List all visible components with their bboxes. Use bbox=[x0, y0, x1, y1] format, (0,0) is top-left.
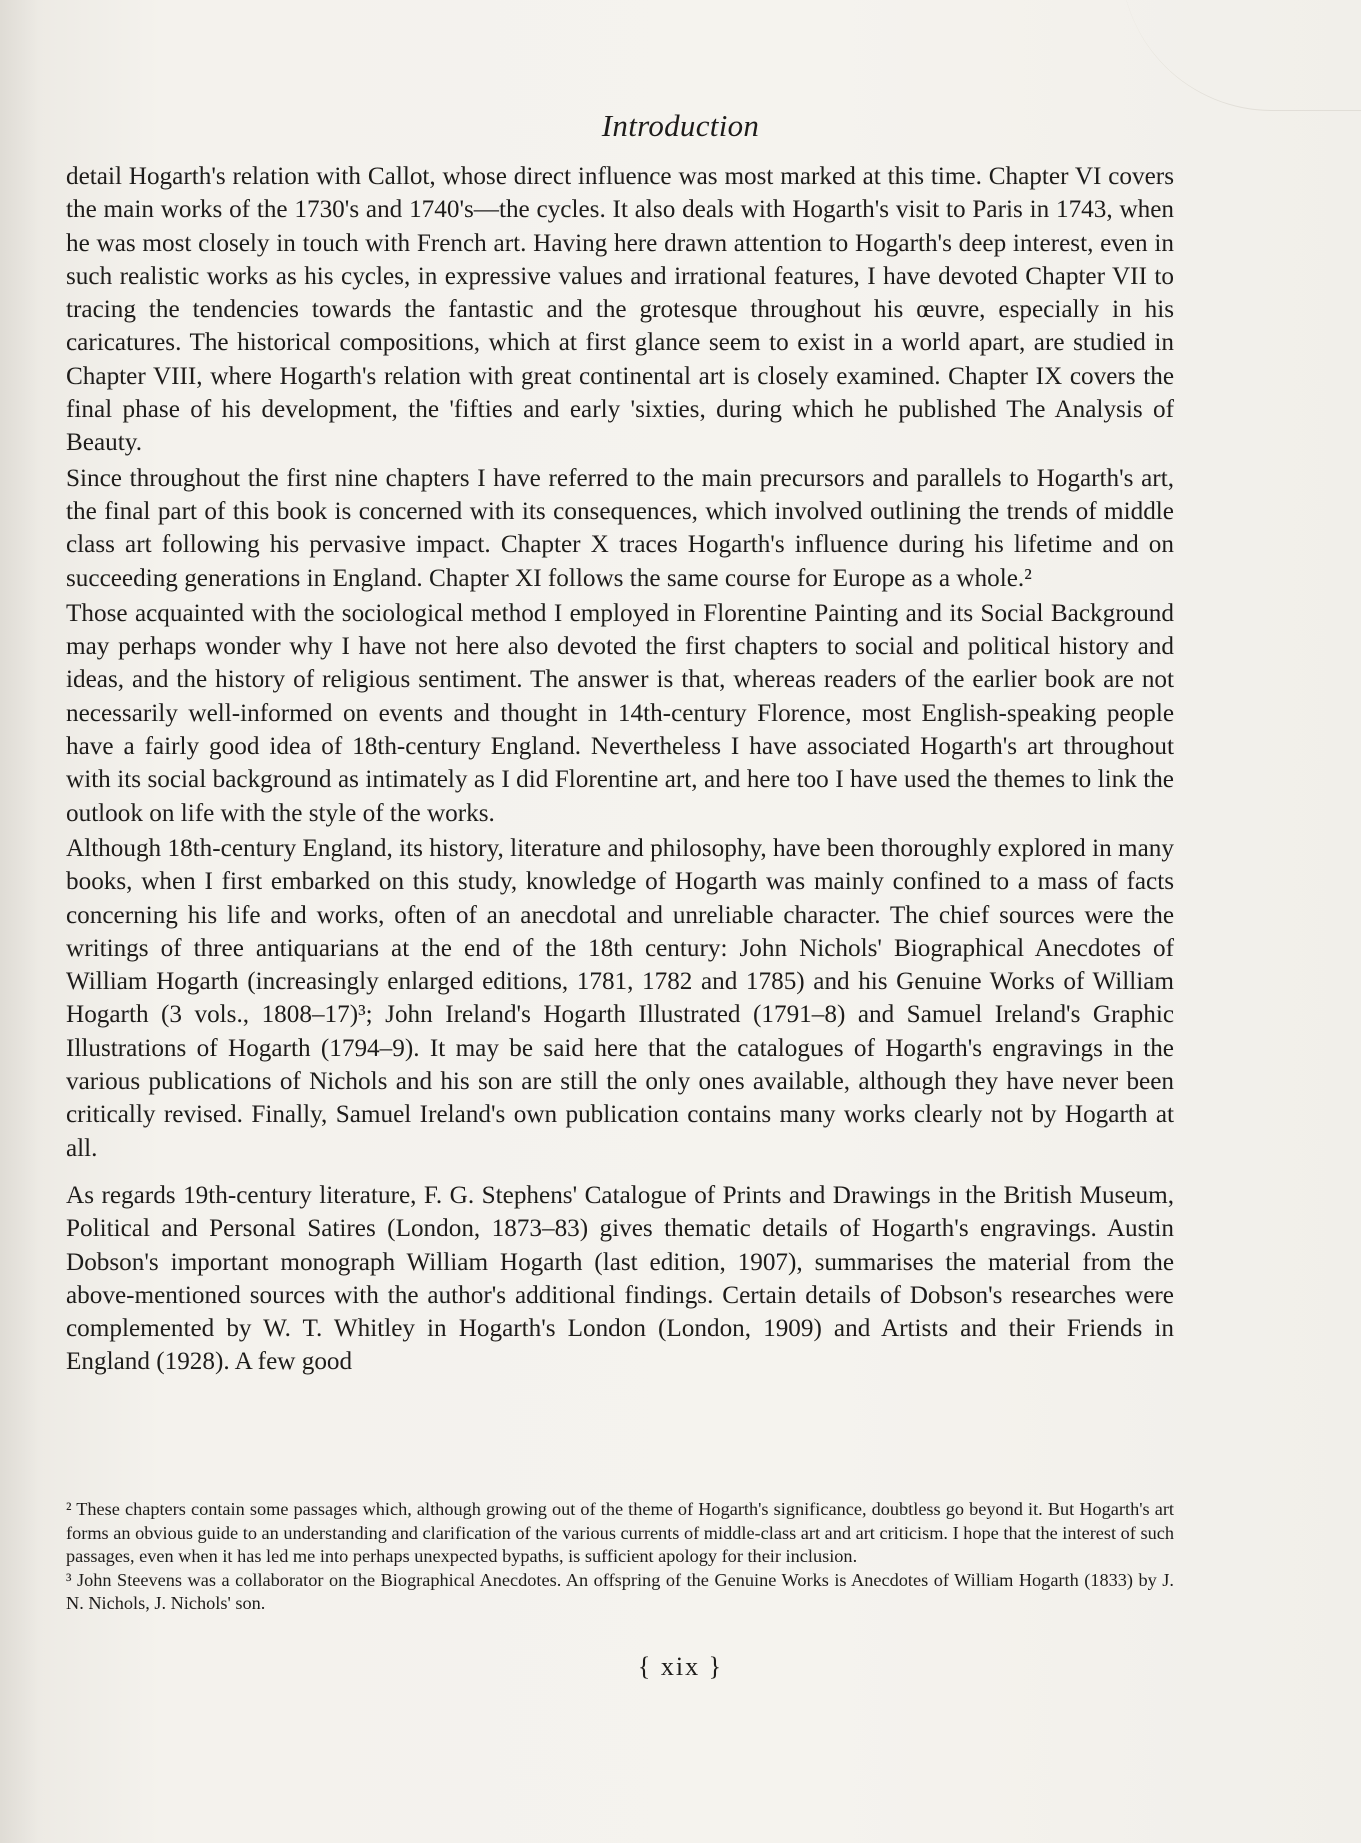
paragraph-2: Since throughout the first nine chapters I have referred to the main precursors and parallels to Hogarth's art, the final part of this book is concerned with its consequences, which involved outlining the trends of middle class art following his pervasive impact. Chapter X traces Hogarth's influence during his lifetime and on succeeding generations in England. Chapter XI follows the same course for Europe as a whole.² bbox=[66, 464, 1174, 592]
paragraph-5: As regards 19th-century literature, F. G. Stephens' Catalogue of Prints and Drawings in the British Museum, Political and Personal Satires (London, 1873–83) gives thematic details of Hogarth's engravings. Austin Dobson's important monograph William Hogarth (last edition, 1907), summarises the material from the above-mentioned sources with the author's additional findings. Certain details of Dobson's researches were complemented by W. T. Whitley in Hogarth's London (London, 1909) and Artists and their Friends in England (1928). A few good bbox=[66, 1181, 1174, 1376]
paragraph-3: Those acquainted with the sociological method I employed in Florentine Painting and its Social Background may perhaps wonder why I have not here also devoted the first chapters to social and political history and ideas, and the history of religious sentiment. The answer is that, whereas readers of the earlier book are not necessarily well-informed on events and thought in 14th-century Florence, most English-speaking people have a fairly good idea of 18th-century England. Nevertheless I have associated Hogarth's art throughout with its social background as intimately as I did Florentine art, and here too I have used the themes to link the outlook on life with the style of the works. bbox=[66, 599, 1174, 827]
paragraph-1: detail Hogarth's relation with Callot, whose direct influence was most marked at this time. Chapter VI covers the main works of the 1730's and 1740's—the cycles. It also deals with Hogarth's visit to Paris in 1743, when he was most closely in touch with French art. Having here drawn attention to Hogarth's deep interest, even in such realistic works as his cycles, in expressive values and irrational features, I have devoted Chapter VII to tracing the tendencies towards the fantastic and the grotesque throughout his œuvre, especially in his caricatures. The historical compositions, which at first glance seem to exist in a world apart, are studied in Chapter VIII, where Hogarth's relation with great continental art is closely examined. Chapter IX covers the final phase of his development, the 'fifties and early 'sixties, during which he published The Analysis of Beauty. bbox=[66, 163, 1174, 457]
running-head: Introduction bbox=[601, 108, 760, 143]
footnotes bbox=[66, 1498, 1174, 1616]
body-text bbox=[66, 160, 1174, 1379]
page-number: { xix } bbox=[637, 1652, 724, 1681]
footnote-2: ² These chapters contain some passages which, although growing out of the theme of Hogarth's significance, doubtless go beyond it. But Hogarth's art forms an obvious guide to an understanding and clarification of the various currents of middle-class art and art criticism. I hope that the interest of such passages, even when it has led me into perhaps unexpected bypaths, is sufficient apology for their inclusion. bbox=[66, 1499, 1174, 1566]
paragraph-4: Although 18th-century England, its history, literature and philosophy, have been thoroughly explored in many books, when I first embarked on this study, knowledge of Hogarth was mainly confined to a mass of facts concerning his life and works, often of an anecdotal and unreliable character. The chief sources were the writings of three antiquarians at the end of the 18th century: John Nichols' Biographical Anecdotes of William Hogarth (increasingly enlarged editions, 1781, 1782 and 1785) and his Genuine Works of William Hogarth (3 vols., 1808–17)³; John Ireland's Hogarth Illustrated (1791–8) and Samuel Ireland's Graphic Illustrations of Hogarth (1794–9). It may be said here that the catalogues of Hogarth's engravings in the various publications of Nichols and his son are still the only ones available, although they have never been critically revised. Finally, Samuel Ireland's own publication contains many works clearly not by Hogarth at all. bbox=[66, 834, 1174, 1162]
page-corner-curl bbox=[1121, 0, 1361, 111]
footnote-3: ³ John Steevens was a collaborator on the Biographical Anecdotes. An offspring of the Genuine Works is Anecdotes of William Hogarth (1833) by J. N. Nichols, J. Nichols' son. bbox=[66, 1569, 1174, 1613]
gutter-shadow bbox=[0, 0, 40, 1843]
